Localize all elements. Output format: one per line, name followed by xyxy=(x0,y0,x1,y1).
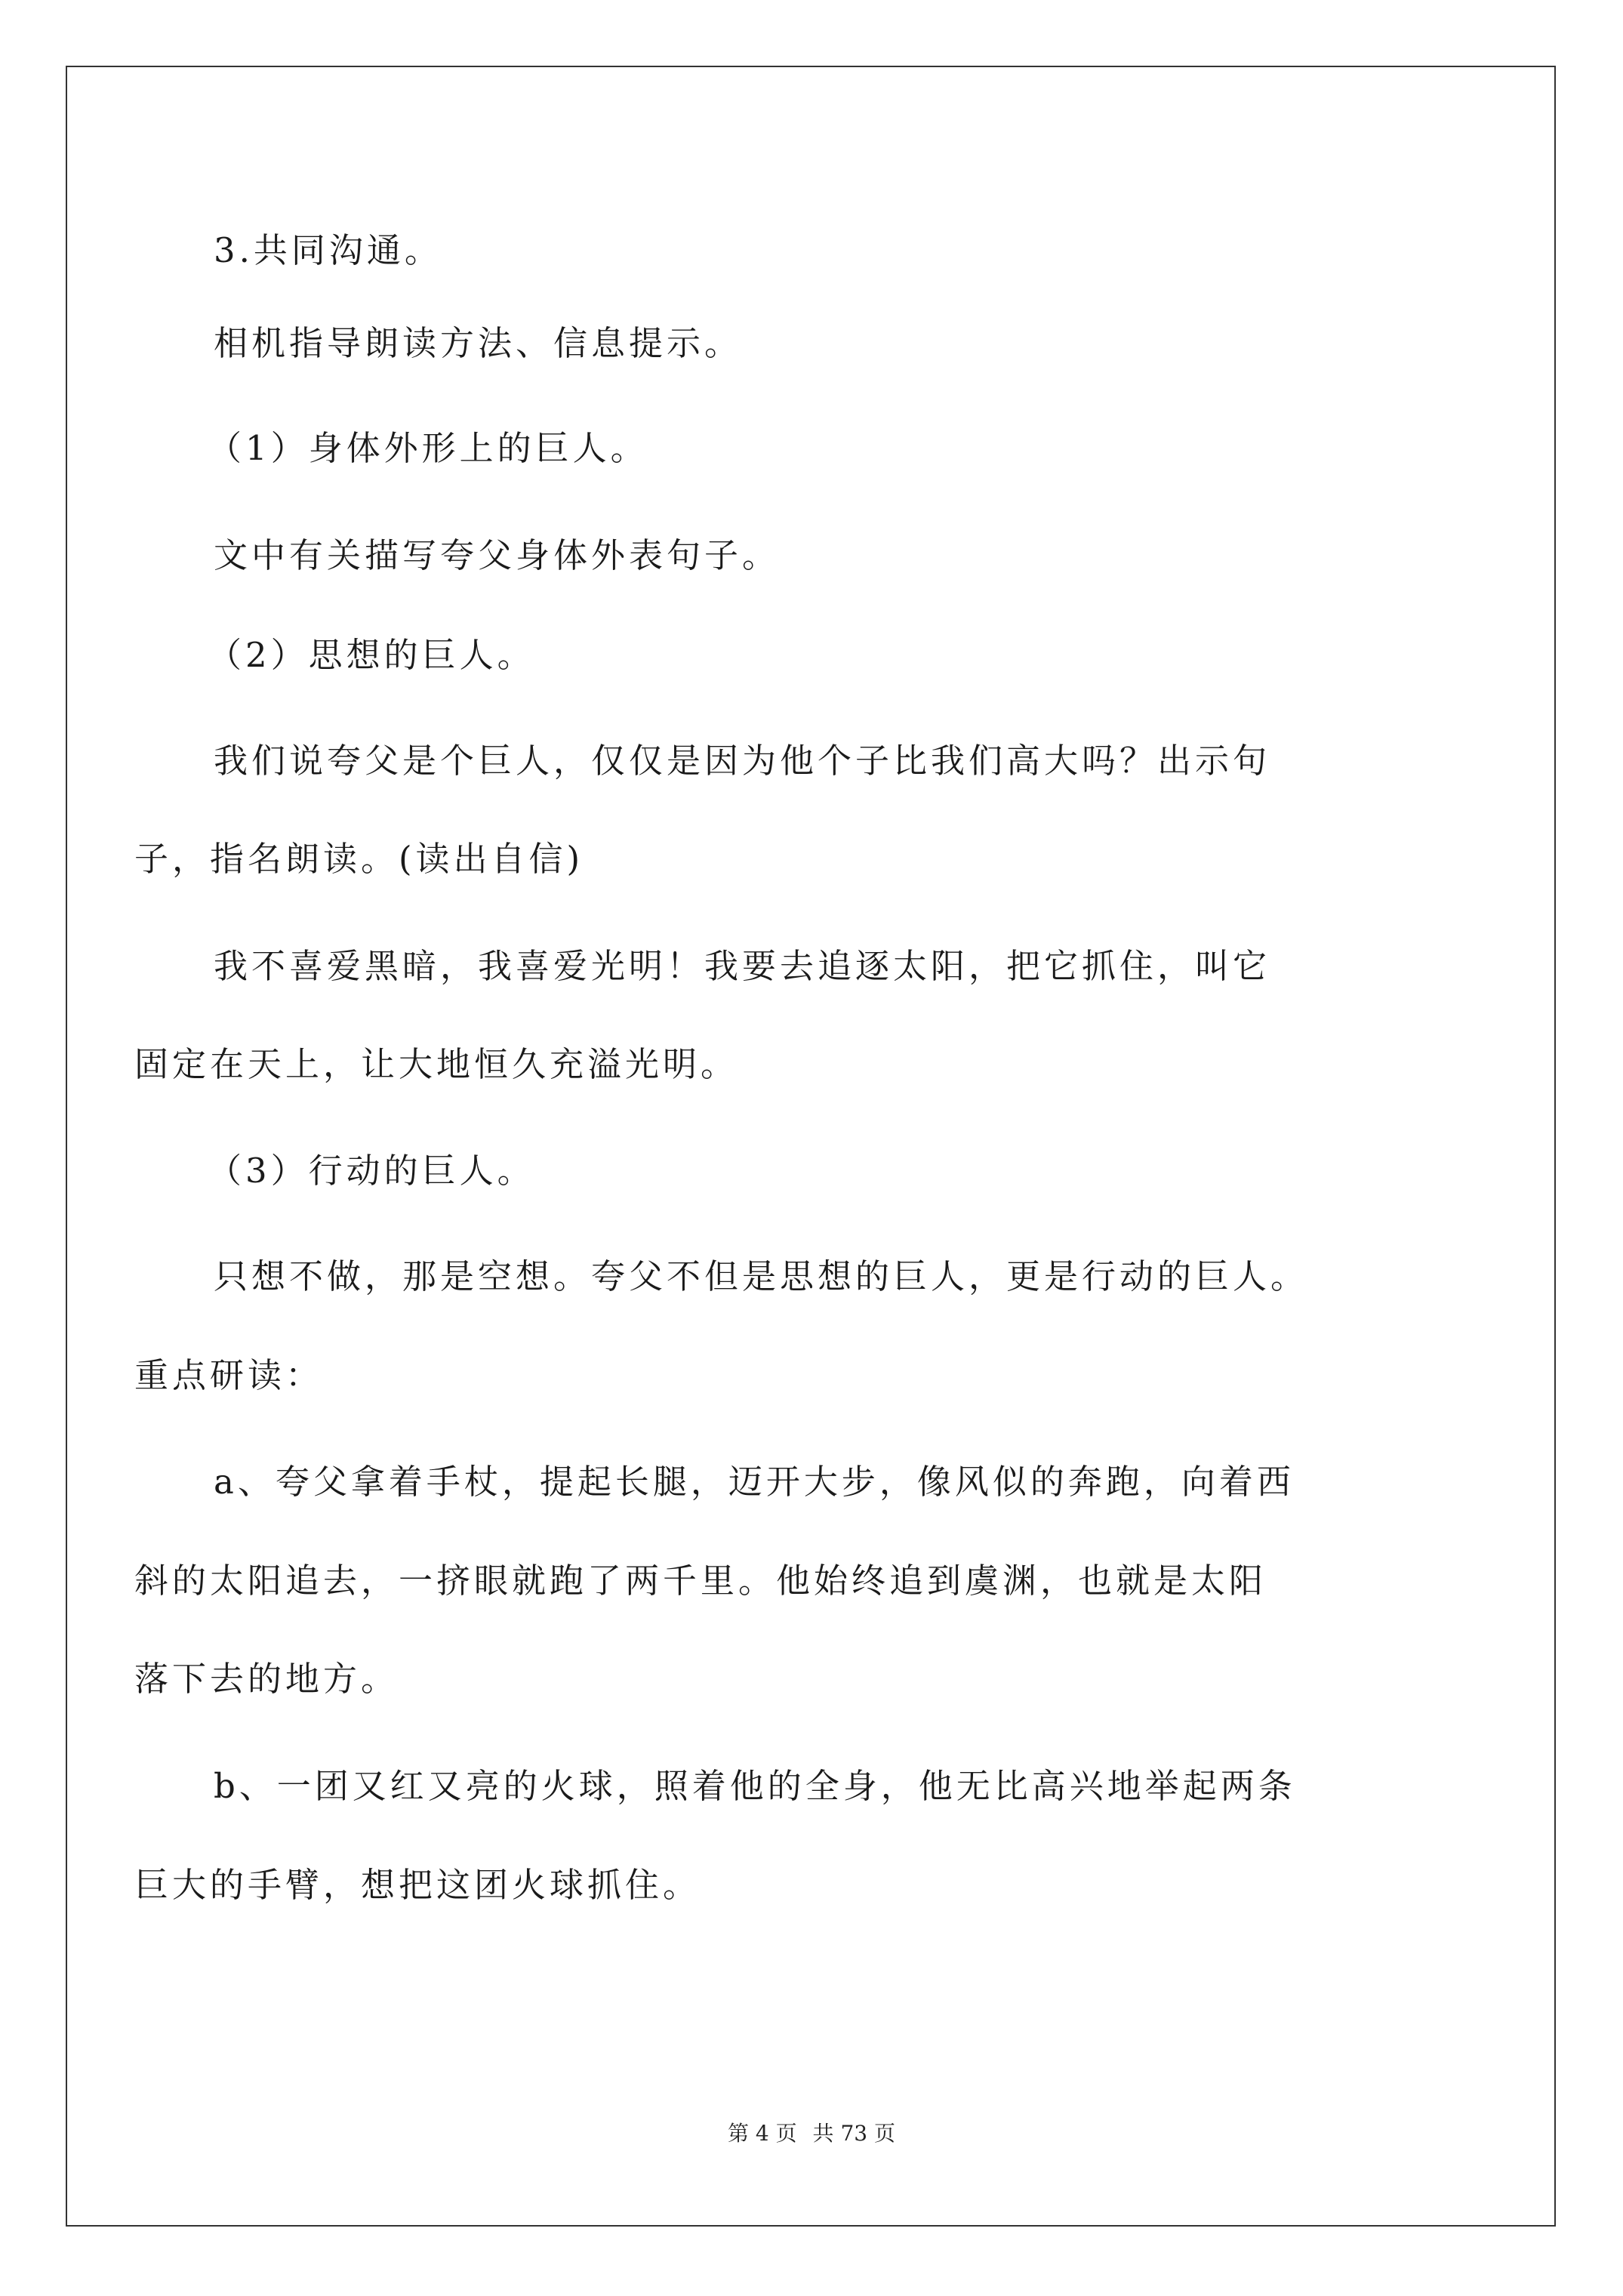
paragraph-line: 子，指名朗读。(读出自信) xyxy=(134,839,584,879)
paragraph-line: 斜的太阳追去，一挤眼就跑了两千里。他始终追到虞渊，也就是太阳 xyxy=(134,1561,1267,1601)
section-heading: （1）身体外形上的巨人。 xyxy=(208,428,648,468)
page-total: 共 73 页 xyxy=(812,2121,895,2146)
paragraph-line: b、一团又红又亮的火球，照着他的全身，他无比高兴地举起两条 xyxy=(214,1766,1296,1806)
paragraph-line: 固定在天上，让大地恒久充溢光明。 xyxy=(134,1044,739,1084)
paragraph-line: 落下去的地方。 xyxy=(134,1659,399,1699)
paragraph-line: 我不喜爱黑暗，我喜爱光明！我要去追逐太阳，把它抓住，叫它 xyxy=(214,946,1271,986)
paragraph-line: 我们说夸父是个巨人，仅仅是因为他个子比我们高大吗？出示句 xyxy=(214,741,1271,781)
paragraph-line: 重点研读： xyxy=(134,1355,324,1395)
section-heading: （3）行动的巨人。 xyxy=(208,1151,535,1191)
paragraph-line: 巨大的手臂，想把这团火球抓住。 xyxy=(134,1865,701,1905)
page-number: 第 4 页 xyxy=(728,2121,797,2146)
section-heading: （2）思想的巨人。 xyxy=(208,635,535,675)
paragraph-line: 只想不做，那是空想。夸父不但是思想的巨人，更是行动的巨人。 xyxy=(214,1256,1309,1296)
page-footer xyxy=(0,2120,1623,2147)
paragraph-line: 文中有关描写夸父身体外表句子。 xyxy=(214,535,781,575)
paragraph-line: 3.共同沟通。 xyxy=(214,230,442,270)
paragraph-line: 相机指导朗读方法、信息提示。 xyxy=(214,323,743,363)
paragraph-line: a、夸父拿着手杖，提起长腿，迈开大步，像风似的奔跑，向着西 xyxy=(214,1462,1295,1502)
